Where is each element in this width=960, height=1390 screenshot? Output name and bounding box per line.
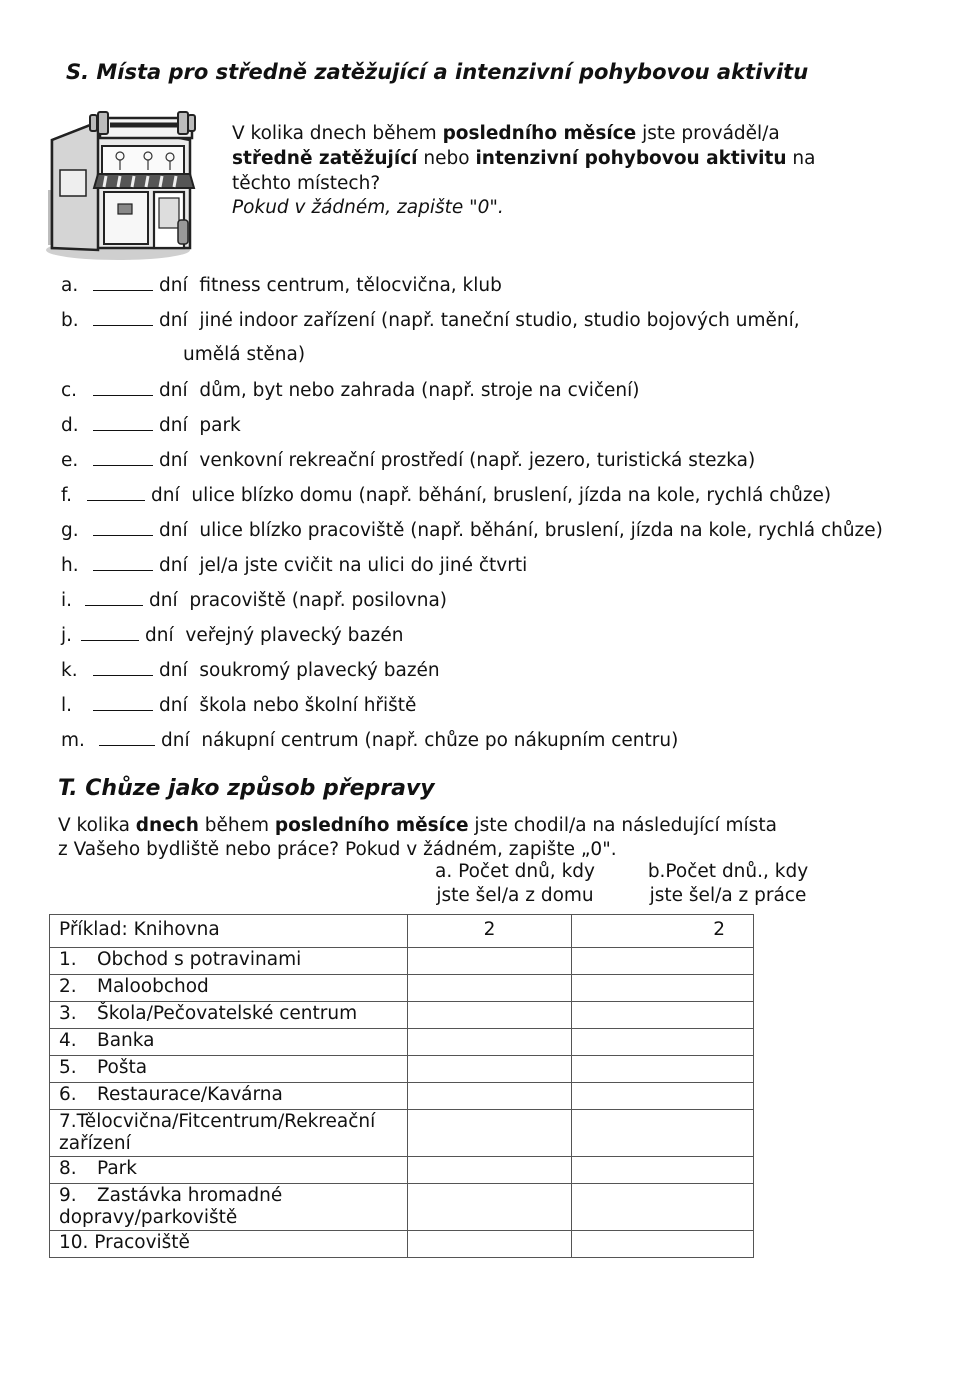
column-a-header: a. Počet dnů, kdy jste šel/a z domu	[435, 861, 595, 906]
table-row: 1. Obchod s potravinami	[50, 948, 754, 975]
section-t-title: T. Chůze jako způsob přepravy	[58, 776, 435, 801]
item-f: f. dní ulice blízko domu (např. běhání, bruslení, jízda na kole, rychlá chůze)	[61, 485, 832, 506]
input-cell-b[interactable]	[571, 1157, 753, 1184]
intro-line-3: těchto místech?	[232, 173, 381, 194]
example-a: 2	[408, 915, 571, 948]
intro-line-1: V kolika dnech během posledního měsíce jste prováděl/a	[232, 123, 780, 144]
day-input-c[interactable]	[93, 378, 153, 396]
table-row-example	[50, 915, 754, 948]
section-s-title: S. Místa pro středně zatěžující a intenzivní pohybovou aktivitu	[66, 60, 809, 84]
day-input-d[interactable]	[93, 413, 153, 431]
item-a: a. dní fitness centrum, tělocvična, klub	[61, 275, 502, 296]
item-c: c. dní dům, byt nebo zahrada (např. stroje na cvičení)	[61, 380, 640, 401]
input-cell-b[interactable]	[571, 1056, 753, 1083]
input-cell-a[interactable]	[408, 1002, 571, 1029]
day-input-f[interactable]	[87, 483, 145, 501]
input-cell-b[interactable]	[571, 1002, 753, 1029]
item-i: i. dní pracoviště (např. posilovna)	[61, 590, 448, 611]
day-input-e[interactable]	[93, 448, 153, 466]
input-cell-a[interactable]	[408, 1029, 571, 1056]
day-input-b[interactable]	[93, 308, 153, 326]
input-cell-a[interactable]	[408, 1056, 571, 1083]
input-cell-b[interactable]	[571, 948, 753, 975]
input-cell-b[interactable]	[571, 1083, 753, 1110]
input-cell-b[interactable]	[571, 1184, 753, 1231]
item-l: l. dní škola nebo školní hřiště	[61, 695, 417, 716]
item-k: k. dní soukromý plavecký bazén	[61, 660, 440, 681]
day-input-a[interactable]	[93, 273, 153, 291]
day-input-g[interactable]	[93, 518, 153, 536]
example-label: Příklad: Knihovna	[50, 915, 408, 948]
table-row: 8. Park	[50, 1157, 754, 1184]
input-cell-a[interactable]	[408, 1184, 571, 1231]
item-b-continued: umělá stěna)	[183, 344, 306, 365]
input-cell-b[interactable]	[571, 1231, 753, 1258]
input-cell-b[interactable]	[571, 1029, 753, 1056]
walking-destinations-table	[49, 914, 754, 1258]
table-row: 7.Tělocvična/Fitcentrum/Rekreační zařízení	[50, 1110, 754, 1157]
item-j: j. dní veřejný plavecký bazén	[61, 625, 404, 646]
input-cell-b[interactable]	[571, 975, 753, 1002]
item-g: g. dní ulice blízko pracoviště (např. běhání, bruslení, jízda na kole, rychlá chůze)	[61, 520, 883, 541]
day-input-i[interactable]	[85, 588, 143, 606]
table-row: 9. Zastávka hromadné dopravy/parkoviště	[50, 1184, 754, 1231]
t-intro-line-2: z Vašeho bydliště nebo práce? Pokud v žádném, zapište „0".	[58, 839, 617, 860]
item-e: e. dní venkovní rekreační prostředí (např. jezero, turistická stezka)	[61, 450, 756, 471]
input-cell-a[interactable]	[408, 975, 571, 1002]
item-d: d. dní park	[61, 415, 241, 436]
table-row: 2. Maloobchod	[50, 975, 754, 1002]
item-m: m. dní nákupní centrum (např. chůze po nákupním centru)	[61, 730, 679, 751]
column-b-header: b.Počet dnů., kdy jste šel/a z práce	[647, 861, 809, 906]
input-cell-a[interactable]	[408, 948, 571, 975]
day-input-j[interactable]	[81, 623, 139, 641]
input-cell-a[interactable]	[408, 1231, 571, 1258]
table-row: 3. Škola/Pečovatelské centrum	[50, 1002, 754, 1029]
table-row: 5. Pošta	[50, 1056, 754, 1083]
item-h: h. dní jel/a jste cvičit na ulici do jiné čtvrti	[61, 555, 528, 576]
gym-building-illustration	[40, 100, 200, 265]
item-b: b. dní jiné indoor zařízení (např. taneční studio, studio bojových umění,	[61, 310, 800, 331]
day-input-l[interactable]	[93, 693, 153, 711]
day-input-h[interactable]	[93, 553, 153, 571]
input-cell-a[interactable]	[408, 1110, 571, 1157]
intro-line-2: středně zatěžující nebo intenzivní pohybovou aktivitu na	[232, 148, 816, 169]
day-input-m[interactable]	[99, 728, 155, 746]
intro-instruction: Pokud v žádném, zapište "0".	[232, 197, 504, 218]
input-cell-b[interactable]	[571, 1110, 753, 1157]
table-row: 6. Restaurace/Kavárna	[50, 1083, 754, 1110]
t-intro-line-1: V kolika dnech během posledního měsíce jste chodil/a na následující místa	[58, 815, 777, 836]
example-b: 2	[571, 915, 753, 948]
day-input-k[interactable]	[93, 658, 153, 676]
table-row: 4. Banka	[50, 1029, 754, 1056]
input-cell-a[interactable]	[408, 1083, 571, 1110]
input-cell-a[interactable]	[408, 1157, 571, 1184]
table-row: 10. Pracoviště	[50, 1231, 754, 1258]
